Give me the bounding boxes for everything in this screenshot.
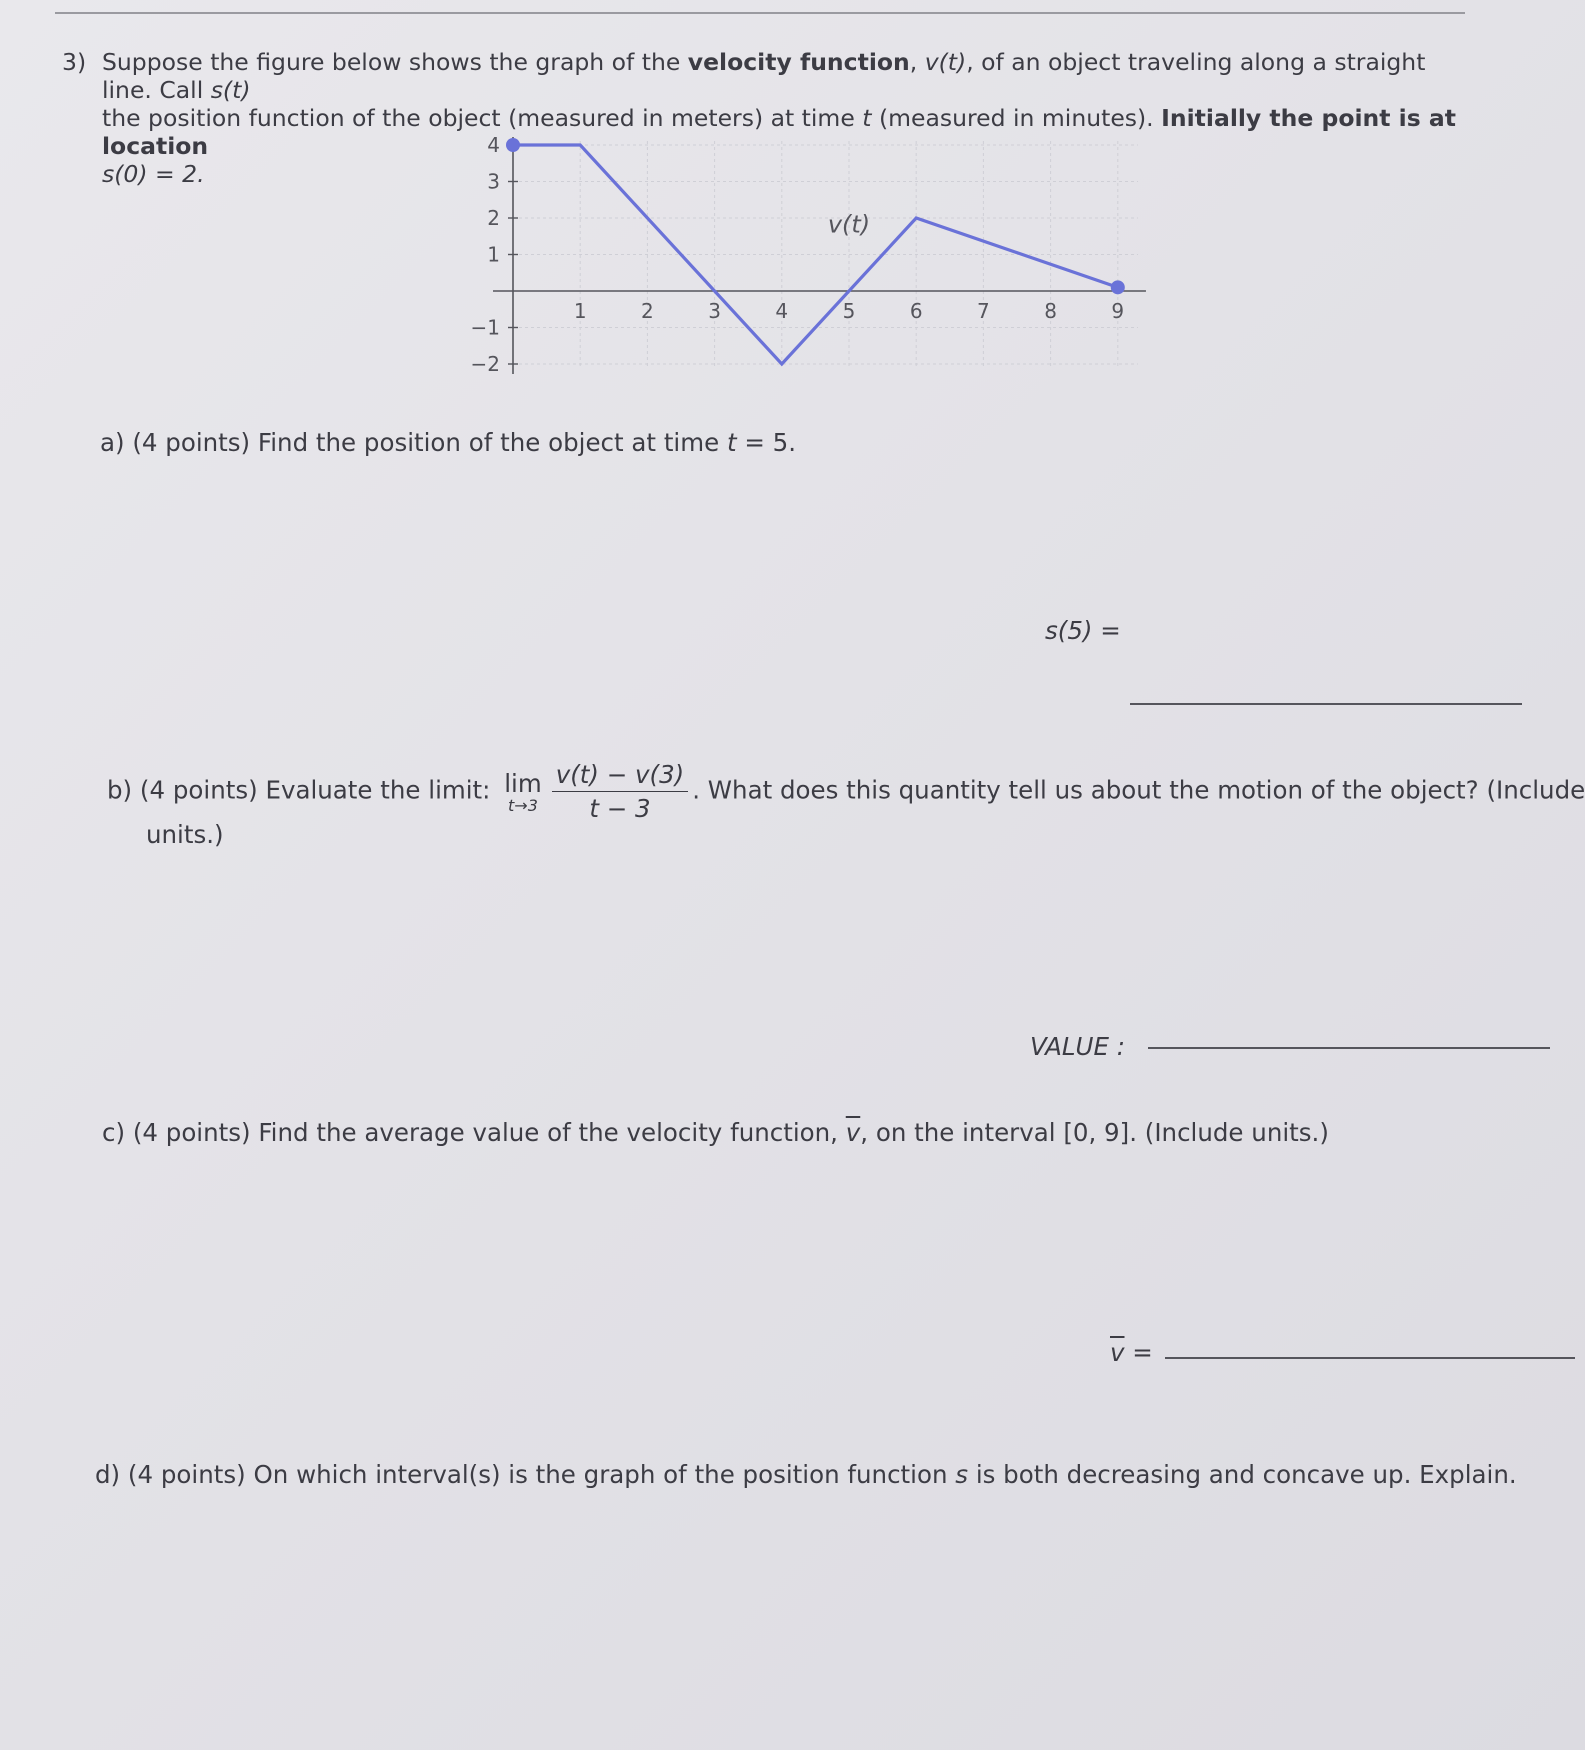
y-tick-label-4: 4: [487, 133, 500, 157]
part-d-question: [95, 1460, 1517, 1489]
part-d-var: s: [955, 1460, 969, 1489]
limit-word: lim: [504, 769, 542, 798]
x-tick-label-7: 7: [977, 299, 990, 323]
part-d-points: (4 points): [127, 1460, 246, 1489]
part-c-text: Find the average value of the velocity function,: [258, 1118, 846, 1147]
part-c-points: (4 points): [132, 1118, 251, 1147]
top-rule: [55, 12, 1465, 14]
x-tick-label-8: 8: [1044, 299, 1057, 323]
x-tick-label-2: 2: [641, 299, 654, 323]
x-tick-label-3: 3: [708, 299, 721, 323]
problem-line-2-text-2: (measured in minutes).: [871, 104, 1162, 132]
part-b-text-2: . What does this quantity tell us about the motion of the object? (Include: [692, 775, 1585, 805]
t-symbol: t: [862, 104, 872, 132]
part-a-tail: = 5.: [736, 428, 797, 457]
part-b-answer-line[interactable]: [1148, 1047, 1550, 1049]
x-tick-label-4: 4: [775, 299, 789, 323]
endpoint-dot-0: [506, 138, 520, 152]
problem-line-1: [102, 48, 1482, 104]
x-tick-label-9: 9: [1111, 299, 1125, 323]
limit-subscript: t→3: [508, 796, 538, 815]
vbar-answer-symbol: $\overline{v}$: [1110, 1338, 1125, 1367]
part-a-label: a): [100, 428, 125, 457]
series-label-vt: v(t): [827, 210, 871, 239]
part-d-text-2: is both decreasing and concave up. Explain.: [968, 1460, 1517, 1489]
part-c-label: c): [102, 1118, 126, 1147]
y-tick-label-2: 2: [487, 206, 500, 230]
y-tick-label--2: −2: [470, 352, 500, 376]
fraction-denominator: t − 3: [589, 794, 651, 823]
part-a-text: Find the position of the object at time: [257, 428, 727, 457]
part-c-question: [102, 1118, 1329, 1147]
initial-location-note: Initially the point is at location: [102, 104, 1456, 160]
part-a-question: [100, 428, 796, 457]
part-a-answer-line[interactable]: [1130, 703, 1522, 705]
velocity-series: [506, 138, 1125, 364]
velocity-function-term: velocity function: [687, 48, 910, 76]
problem-line-1-text: Suppose the figure below shows the graph of the: [102, 48, 688, 76]
y-tick-label-1: 1: [487, 242, 500, 267]
part-a-answer-label: s(5) =: [1045, 616, 1121, 645]
st-symbol: s(t): [210, 76, 251, 104]
part-c-equals: =: [1132, 1338, 1153, 1367]
velocity-graph: [440, 133, 1125, 380]
difference-quotient: [552, 760, 689, 823]
part-a-points: (4 points): [132, 428, 251, 457]
part-b-answer-label: VALUE :: [1030, 1032, 1125, 1061]
part-b-units-line: units.): [146, 820, 224, 849]
part-c-text-2: , on the interval [0, 9]. (Include units.): [860, 1118, 1329, 1147]
endpoint-dot-1: [1111, 280, 1125, 294]
part-b-text: Evaluate the limit:: [265, 775, 499, 805]
part-c-answer-line[interactable]: [1165, 1357, 1575, 1359]
part-d-text: On which interval(s) is the graph of the position function: [253, 1460, 956, 1489]
part-d-label: d): [95, 1460, 121, 1489]
vt-symbol: v(t): [924, 48, 967, 76]
part-b-points: (4 points): [139, 775, 258, 805]
fraction-numerator: v(t) − v(3): [552, 760, 689, 792]
x-tick-label-6: 6: [909, 299, 923, 323]
part-c-answer-label: [1110, 1338, 1153, 1367]
y-tick-label-3: 3: [487, 169, 500, 194]
vbar-symbol: $\overline{v}$: [845, 1118, 861, 1147]
problem-line-1-text-2: , of an object traveling along a straight line. Call: [102, 48, 1426, 104]
x-tick-label-5: 5: [842, 299, 856, 323]
part-b-label: b): [107, 775, 133, 805]
part-b-question: [107, 760, 1585, 823]
part-a-var: t: [726, 428, 737, 457]
y-tick-label--1: −1: [470, 315, 500, 340]
problem-number: 3): [62, 48, 87, 76]
x-tick-label-1: 1: [573, 299, 587, 323]
problem-line-2-text: the position function of the object (measured in meters) at time: [102, 104, 863, 132]
limit-operator: [504, 769, 541, 814]
initial-condition: s(0) = 2.: [102, 160, 205, 188]
problem-line-1-sep: ,: [909, 48, 925, 76]
